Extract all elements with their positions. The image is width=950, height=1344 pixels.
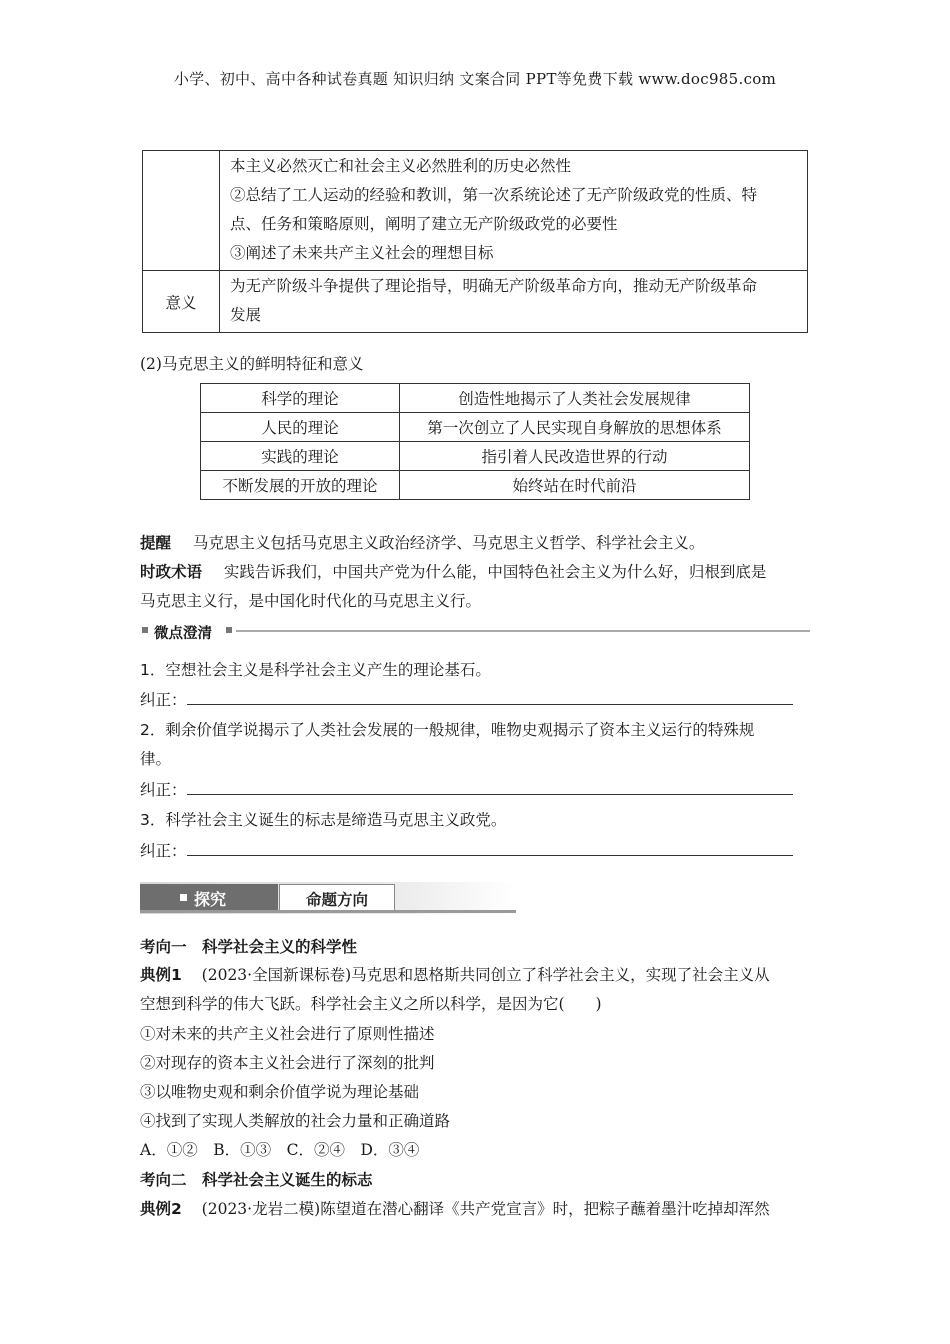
option-item: ②对现存的资本主义社会进行了深刻的批判: [140, 1054, 435, 1072]
content-table: [142, 150, 808, 333]
option-item: ①对未来的共产主义社会进行了原则性描述: [140, 1025, 435, 1043]
correction-label: 纠正：: [140, 691, 187, 709]
correction-label: 纠正：: [140, 842, 187, 860]
example-text: (2023·龙岩二模)陈望道在潜心翻译《共产党宣言》时，把粽子蘸着墨汁吃掉却浑然: [201, 1200, 770, 1218]
banner-light-tab: [279, 884, 395, 911]
correction-line: [140, 837, 812, 866]
divider: [236, 630, 810, 632]
feature-value: 第一次创立了人民实现自身解放的思想体系: [400, 413, 750, 442]
clarify-title: 微点澄清: [154, 626, 212, 642]
reminder: [140, 529, 812, 558]
features-table: [200, 383, 750, 500]
table-row: [143, 271, 808, 333]
example-text-cont: 空想到科学的伟大飞跃。科学社会主义之所以科学，是因为它( ): [140, 995, 602, 1013]
politics-label: 时政术语: [140, 563, 203, 581]
option-item: ④找到了实现人类解放的社会力量和正确道路: [140, 1112, 451, 1130]
correction-label: 纠正：: [140, 781, 187, 799]
feature-key: 人民的理论: [201, 413, 400, 442]
square-icon: [142, 627, 148, 633]
section-banner: [140, 882, 516, 914]
banner-dark-tab: [140, 884, 278, 910]
table-line: ②总结了工人运动的经验和教训，第一次系统论述了无产阶级政党的性质、特: [230, 186, 758, 204]
clarify-item: 3．科学社会主义诞生的标志是缔造马克思主义政党。: [140, 811, 507, 829]
table-cell-content: [220, 271, 808, 333]
clarify-item-cont: 律。: [140, 750, 172, 768]
banner-underline: [140, 910, 516, 913]
correction-line: [140, 776, 812, 805]
banner-left-text: 探究: [194, 890, 227, 909]
example-text: (2023·全国新课标卷)马克思和恩格斯共同创立了科学社会主义，实现了社会主义从: [201, 966, 770, 984]
square-icon: [226, 627, 232, 633]
example-2: [140, 1195, 812, 1224]
clarify-heading: [140, 622, 810, 640]
table-row: [201, 384, 750, 413]
table-line: 本主义必然灭亡和社会主义必然胜利的历史必然性: [230, 157, 572, 175]
table-line: 发展: [230, 306, 262, 324]
feature-key: 实践的理论: [201, 442, 400, 471]
square-icon: [180, 894, 187, 901]
banner-right-text: 命题方向: [305, 891, 368, 909]
table-line: ③阐述了未来共产主义社会的理想目标: [230, 244, 494, 262]
correction-blank[interactable]: [187, 778, 793, 795]
correction-blank[interactable]: [187, 839, 793, 856]
feature-value: 始终站在时代前沿: [400, 471, 750, 500]
feature-value: 创造性地揭示了人类社会发展规律: [400, 384, 750, 413]
direction-heading: 考向一 科学社会主义的科学性: [140, 938, 358, 956]
option-item: ③以唯物史观和剩余价值学说为理论基础: [140, 1083, 420, 1101]
table-line: 为无产阶级斗争提供了理论指导，明确无产阶级革命方向，推动无产阶级革命: [230, 277, 758, 295]
table-row: [201, 442, 750, 471]
answer-choices: A．①② B．①③ C．②④ D．③④: [140, 1141, 420, 1159]
table-row: [201, 413, 750, 442]
example-1: [140, 961, 812, 990]
politics-line-1: 实践告诉我们，中国共产党为什么能，中国特色社会主义为什么好，归根到底是: [223, 563, 767, 581]
direction-heading: 考向二 科学社会主义诞生的标志: [140, 1171, 373, 1189]
table-cell-content: [220, 151, 808, 271]
correction-line: [140, 686, 812, 715]
table-row-label: 意义: [143, 271, 220, 333]
section-title: (2)马克思主义的鲜明特征和意义: [140, 355, 364, 373]
table-cell-empty: [143, 151, 220, 271]
clarify-item: 2．剩余价值学说揭示了人类社会发展的一般规律，唯物史观揭示了资本主义运行的特殊规: [140, 721, 755, 739]
page-header: 小学、初中、高中各种试卷真题 知识归纳 文案合同 PPT等免费下载 www.doc985.com: [173, 70, 777, 88]
reminder-label: 提醒: [140, 534, 172, 552]
feature-key: 不断发展的开放的理论: [201, 471, 400, 500]
correction-blank[interactable]: [187, 688, 793, 705]
table-row: [201, 471, 750, 500]
clarify-item: 1．空想社会主义是科学社会主义产生的理论基石。: [140, 661, 491, 679]
feature-key: 科学的理论: [201, 384, 400, 413]
example-label: 典例2: [140, 1200, 182, 1218]
example-label: 典例1: [140, 966, 182, 984]
feature-value: 指引着人民改造世界的行动: [400, 442, 750, 471]
reminder-text: 马克思主义包括马克思主义政治经济学、马克思主义哲学、科学社会主义。: [192, 534, 705, 552]
politics-line-2: 马克思主义行，是中国化时代化的马克思主义行。: [140, 592, 482, 610]
politics-term: [140, 558, 812, 587]
table-row: [143, 151, 808, 271]
table-line: 点、任务和策略原则，阐明了建立无产阶级政党的必要性: [230, 215, 618, 233]
